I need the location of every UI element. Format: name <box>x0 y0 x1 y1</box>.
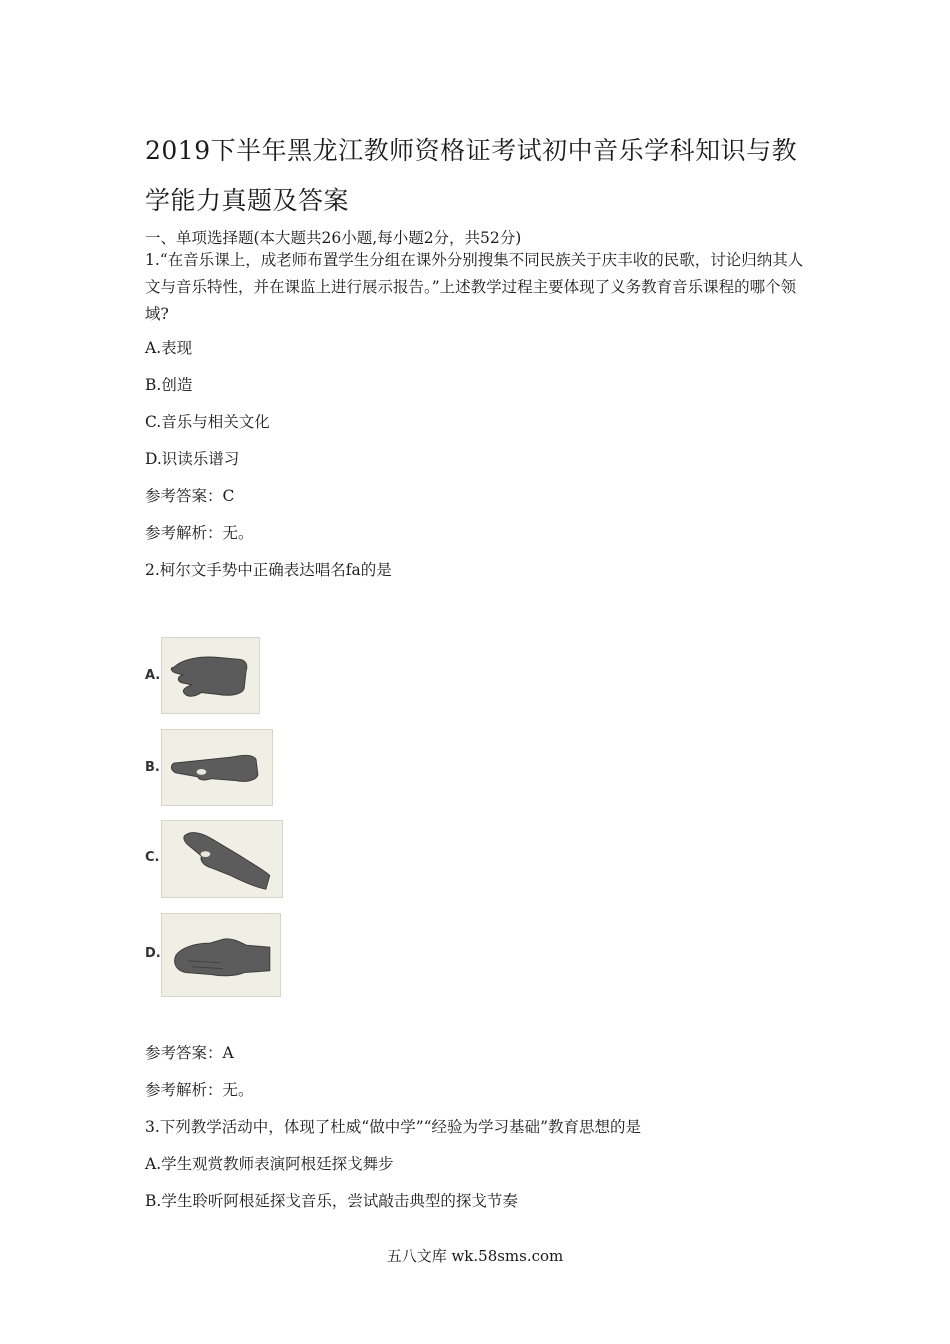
q1-answer: 参考答案：C <box>145 487 235 505</box>
document-title-line-2: 学能力真题及答案 <box>145 186 350 215</box>
q2-analysis: 参考解析：无。 <box>145 1081 254 1099</box>
q3-option-b: B.学生聆听阿根延探戈音乐，尝试敲击典型的探戈节奏 <box>145 1192 518 1210</box>
q1-option-d: D.识读乐谱习 <box>145 450 240 468</box>
q1-option-b: B.创造 <box>145 376 193 394</box>
page-footer: 五八文库 wk.58sms.com <box>386 1247 564 1265</box>
q2-answer: 参考答案：A <box>145 1044 234 1062</box>
question-3-stem: 3.下列教学活动中，体现了杜威“做中学”“经验为学习基础”教育思想的是 <box>145 1118 641 1136</box>
question-1-stem: 1.“在音乐课上，成老师布置学生分组在课外分别搜集不同民族关于庆丰收的民歌，讨论归纳其人文与音乐特性，并在课监上进行展示报告。”上述教学过程主要体现了义务教育音乐课程的哪个领域? <box>145 251 804 323</box>
hand-flat-palm-down-icon <box>161 729 273 806</box>
q1-option-c: C.音乐与相关文化 <box>145 413 270 431</box>
q2-option-b-label: B. <box>145 760 160 775</box>
question-2-stem: 2.柯尔文手势中正确表达唱名fa的是 <box>145 561 392 579</box>
q2-option-d-label: D. <box>145 946 161 961</box>
hand-raised-slant-icon <box>161 820 283 898</box>
q2-option-a-label: A. <box>145 668 161 683</box>
q3-option-a: A.学生观赏教师表演阿根廷探戈舞步 <box>145 1155 394 1173</box>
section-heading: 一、单项选择题(本大题共26小题,每小题2分，共52分) <box>145 229 522 247</box>
q1-option-a: A.表现 <box>145 339 193 357</box>
q2-option-c-label: C. <box>145 850 160 865</box>
document-title-line-1: 2019下半年黑龙江教师资格证考试初中音乐学科知识与教 <box>145 136 798 165</box>
hand-open-palm-icon <box>161 913 281 997</box>
hand-fa-gesture-icon <box>161 637 260 714</box>
q1-analysis: 参考解析：无。 <box>145 524 254 542</box>
